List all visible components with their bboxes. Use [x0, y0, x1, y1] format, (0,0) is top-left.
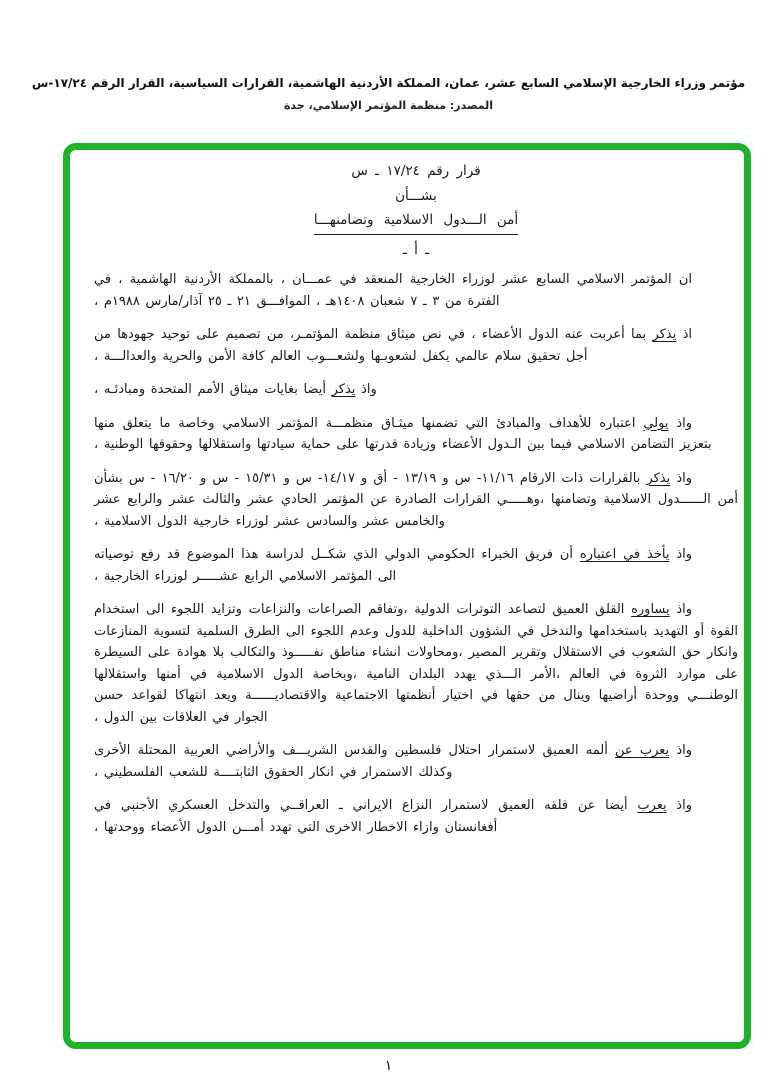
preamble-paragraph-1 — [94, 269, 738, 312]
paragraph-underlined-lead: يذكر — [646, 470, 671, 486]
paragraph-text: بالقرارات ذات الارقام ١١/١٦- س و ١٣/١٩ - أق و ١٤/١٧- س و ١٥/٣١ - س و ١٦/٢٠ - س بشأن أمن الــــــدول الاسلامية وتضامنها ،وهـــــي القرارات الصادرة عن المؤتمر الحادي عشر والثالث عشر والرابع عشر والخامس عشر والسادس عشر لوزراء خارجية الدول الاسلامية ، — [94, 470, 738, 529]
page-number: ١ — [384, 1058, 393, 1074]
paragraph-pre: واذ — [669, 602, 692, 617]
resolution-subject-title: أمن الـــدول الاسلامية وتضامنهـــا — [314, 209, 518, 235]
paragraph-pre: واذ — [669, 743, 692, 758]
preamble-paragraph-6 — [94, 544, 738, 587]
paragraph-underlined-lead: يذكر — [652, 327, 677, 342]
section-a-separator: ـ أ ـ — [402, 242, 430, 258]
preamble-paragraph-2 — [94, 324, 738, 367]
preamble-paragraph-5 — [94, 468, 738, 533]
paragraph-pre: واذ — [355, 382, 377, 397]
preamble-paragraph-7 — [94, 599, 738, 728]
resolution-number-title: قرار رقم ١٧/٢٤ ـ س — [351, 163, 481, 179]
paragraph-pre: واذ — [666, 798, 692, 813]
preamble-paragraph-9 — [94, 795, 738, 838]
paragraph-underlined-lead: يساوره — [631, 602, 670, 617]
paragraph-pre: واذ — [670, 470, 692, 486]
paragraph-underlined-lead: يولي — [643, 415, 669, 431]
paragraph-pre: اذ — [676, 327, 692, 342]
header-source-line: المصدر: منظمة المؤتمر الإسلامي، جدة — [283, 99, 494, 112]
paragraph-text: أن فريق الخبراء الحكومي الدولي الذي شكــل لدراسة هذا الموضوع قد رفع توصياته الى المؤتمر الاسلامي الرابع عشـــــر لوزراء الخارجية ، — [94, 547, 580, 584]
preamble-paragraph-4 — [94, 413, 738, 456]
paragraph-text: القلق العميق لتصاعد التوترات الدولية ،وتفاقم الصراعات والنزاعات وتزايد اللجوء الى استخدام القوة أو التهديد باستخدامها والتدخل في الشؤون الداخلية للدول وعدم اللجوء الى الطرق السلمية لتسوية المنازعات وانكار حق الشعوب في الاستقلال وتقرير المصير ،ومحاولات انشاء مناطق نفـــــوذ والتكالب بلا هوادة على السيطرة على موارد الثروة في العالم ،الأمر الـــذي يهدد البلدان النامية ،وبخاصة الدول الاسلامية في أمنها واستقلالها الوطنـــي ووحدة أراضيها وينال من حقها في اختيار أنظمتها الاجتماعية والاقتصاديــــــة ويعد انتهاكا لقواعد حسن الجوار في العلاقات بين الدول ، — [94, 602, 738, 725]
paragraph-text: بما أعربت عنه الدول الأعضاء ، في نص ميثاق منظمة المؤتمـر، من تصميم على توحيد جهودها من أجل تحقيق سلام عالمي يكفل لشعوبـها ولشعـــوب العالم كافة الأمن والحرية والعدالـــة ، — [94, 327, 653, 364]
paragraph-pre: واذ — [669, 547, 692, 562]
resolution-regarding-label: بشـــأن — [395, 188, 437, 204]
paragraph-underlined-lead: يعرب عن — [615, 743, 670, 758]
paragraph-text: ألمه العميق لاستمرار احتلال فلسطين والقدس الشريـــف والأراضي العربية المحتلة الأخرى وكذلك الاستمرار في انكار الحقوق الثابتــــة للشعب الفلسطيني ، — [94, 743, 615, 780]
paragraph-underlined-lead: يأخذ في اعتباره — [579, 547, 670, 562]
preamble-paragraph-3 — [94, 379, 738, 401]
paragraph-text: ان المؤتمر الاسلامي السابع عشر لوزراء الخارجية المنعقد في عمـــان ، بالمملكة الأردنية الهاشمية ، في الفترة من ٣ ـ ٧ شعبان ١٤٠٨هـ ، الموافـــق ٢١ ـ ٢٥ آذار/مارس ١٩٨٨م ، — [94, 272, 692, 309]
resolution-subject-title-wrap — [94, 209, 738, 235]
preamble-paragraph-8 — [94, 740, 738, 783]
document-header — [0, 76, 777, 112]
paragraph-text: اعتباره للأهداف والمبادئ التي تضمنها ميثـاق منظمـــة المؤتمر الاسلامي وخاصة ما يتعلق منها بتعزيز التضامن الاسلامي فيما بين الـدول الأعضاء وزيادة قدرتها على حماية سيادتها واستقلالها وحقوقها الوطنية ، — [94, 415, 712, 452]
paragraph-underlined-lead: يذكر — [331, 382, 356, 397]
paragraph-text: أيضا عن قلقه العميق لاستمرار النزاع الايراني ـ العراقــي والتدخل العسكري الأجنبي في أفغانستان وازاء الاخطار الاخرى التي تهدد أمـــن الدول الأعضاء ووحدتها ، — [94, 798, 638, 835]
paragraph-pre: واذ — [668, 415, 693, 431]
resolution-border-box — [63, 143, 751, 1049]
paragraph-text: أيضا بغايات ميثاق الأمم المتحدة ومبادئـه ، — [94, 382, 332, 397]
header-title: مؤتمر وزراء الخارجية الإسلامي السابع عشر، عمان، المملكة الأردنية الهاشمية، القرارات السياسية، القرار الرقم ١٧/٢٤-س — [31, 76, 746, 90]
paragraph-underlined-lead: يعرب — [637, 798, 667, 813]
